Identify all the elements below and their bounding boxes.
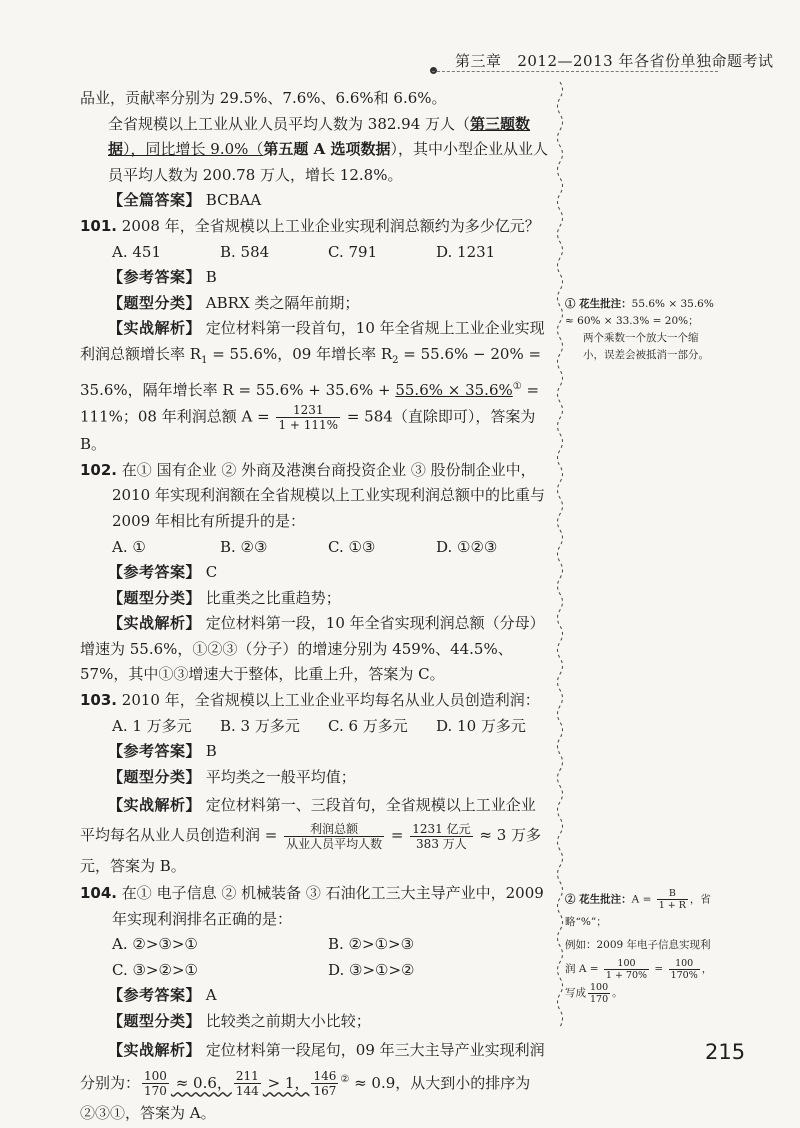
page-number: 215 (705, 1040, 745, 1064)
options-104b (80, 958, 550, 984)
analysis-label: 【实战解析】 (80, 796, 201, 814)
option: C. ③>②>① (112, 958, 328, 984)
type-line (80, 765, 550, 791)
option: B. 584 (220, 240, 328, 266)
numerator: 100 (588, 982, 610, 994)
option: B. ②>①>③ (328, 932, 544, 958)
analysis-101: 【实战解析】 定位材料第一段首句，10 年全省规上工业企业实现利润总额增长率 $R_1 = 55.6\%$，09 年增长率 $R_2 = 55.6\% - 20\% = 35.6\%$，隔年增长率 R = 55.6% + 35.6% + 55.6% × 35.6%① = 111%；08 年利润总额 A = $\frac{1231}{1 + 111\%}$ = 584（直除即可），答案为 B。 (80, 316, 550, 457)
text-run: = 55.6% − 20% = 35.6%，隔年增长率 R = 55.6% + 35.6% + (80, 345, 541, 399)
intro-paragraph (80, 112, 550, 189)
option: A. ②>③>① (112, 932, 328, 958)
text-run: 定位材料第一段尾句，09 年三大主导产业实现利润分别为： (80, 1041, 545, 1092)
question-number: 103. (80, 691, 117, 709)
numerator: B (657, 888, 688, 900)
options-101 (80, 240, 550, 266)
numerator: 146 (311, 1069, 338, 1084)
answer-value: C (206, 563, 217, 581)
fraction (657, 888, 688, 911)
text-run: ），同比增长 9.0%（ (123, 140, 263, 158)
numerator: 1231 亿元 (410, 822, 472, 837)
denominator: 1 + 70% (604, 970, 649, 981)
note-marker: ② (340, 1074, 349, 1085)
option: A. 1 万多元 (112, 714, 220, 740)
text-run: ≈ 0.6， (171, 1074, 232, 1092)
main-column (80, 86, 550, 1128)
options-102 (80, 535, 550, 561)
chapter-title: 2012—2013 年各省份单独命题考试 (517, 52, 773, 70)
answers-line (80, 188, 550, 214)
intro-line: 品业，贡献率分别为 29.5%、7.6%、6.6%和 6.6%。 (80, 86, 550, 112)
fraction (588, 982, 610, 1005)
ref-answer (80, 983, 550, 1009)
chapter-label: 第三章 (455, 52, 502, 70)
numerator: 100 (142, 1069, 169, 1084)
option: B. ②③ (220, 535, 328, 561)
denominator: 1 + R (657, 900, 688, 911)
note-label: ② 花生批注： (565, 894, 632, 906)
margin-note-1 (565, 296, 715, 364)
numerator: 100 (604, 958, 649, 970)
options-103 (80, 714, 550, 740)
answers-value: BCBAA (206, 191, 261, 209)
answer-value: B (206, 268, 217, 286)
note-text: 。 (612, 987, 623, 999)
type-label: 【题型分类】 (108, 589, 201, 607)
question-104 (80, 881, 550, 932)
option: C. 791 (328, 240, 436, 266)
analysis-label: 【实战解析】 (80, 614, 201, 632)
text-run: 全省规模以上工业从业人员平均人数为 382.94 万人（ (108, 115, 470, 133)
type-value: 比重类之比重趋势； (206, 589, 341, 607)
denominator: 383 万人 (410, 837, 472, 851)
question-number: 104. (80, 884, 117, 902)
type-value: ABRX 类之隔年前期； (206, 294, 360, 312)
text-run: ≈ 0.9，从大到小的排序为②③①，答案为 A。 (80, 1074, 530, 1123)
type-label: 【题型分类】 (108, 294, 201, 312)
denominator: 170 (588, 994, 610, 1005)
ref-label: 【参考答案】 (108, 563, 201, 581)
option: A. 451 (112, 240, 220, 266)
analysis-label: 【实战解析】 (80, 1041, 201, 1059)
fraction (276, 403, 340, 432)
note-text: 两个乘数一个放大一个缩小，误差会被抵消一部分。 (583, 332, 709, 361)
text-run: = 55.6%，09 年增长率 R (207, 345, 392, 363)
header-rule (432, 71, 718, 72)
denominator: 167 (311, 1084, 338, 1098)
fraction (669, 958, 700, 981)
option: C. 6 万多元 (328, 714, 436, 740)
question-103 (80, 688, 550, 714)
option: D. 1231 (436, 240, 544, 266)
question-number: 101. (80, 217, 117, 235)
question-stem: 在① 电子信息 ② 机械装备 ③ 石油化工三大主导产业中，2009 年实现利润排名正确的是： (112, 884, 544, 928)
option: C. ①③ (328, 535, 436, 561)
ref-label: 【参考答案】 (108, 742, 201, 760)
note-text: = (651, 963, 666, 975)
type-label: 【题型分类】 (108, 1012, 201, 1030)
highlight-text: 第五题 A 选项数据 (263, 140, 390, 158)
text-run: > 1， (263, 1074, 310, 1092)
analysis-104 (80, 1035, 550, 1128)
ref-answer (80, 265, 550, 291)
note-text: 例如：2009 年电子信息实现利润 A = (565, 939, 711, 975)
question-stem: 2010 年，全省规模以上工业企业平均每名从业人员创造利润： (122, 691, 540, 709)
answer-value: B (206, 742, 217, 760)
type-line (80, 1009, 550, 1035)
analysis-text: 定位材料第一段，10 年全省实现利润总额（分母）增速为 55.6%，①②③（分子）的增速分别为 459%、44.5%、57%，其中①③增速大于整体，比重上升，答案为 C。 (80, 614, 545, 683)
note-text: ，省略“%”； (565, 894, 711, 929)
question-number: 102. (80, 461, 117, 479)
note-label: ① 花生批注： (565, 298, 632, 310)
denominator: 144 (234, 1084, 261, 1098)
options-104 (80, 932, 550, 958)
question-stem: 在① 国有企业 ② 外商及港澳台商投资企业 ③ 股份制企业中，2010 年实现利润额在全省规模以上工业实现利润总额中的比重与 2009 年相比有所提升的是： (112, 461, 545, 530)
type-label: 【题型分类】 (108, 768, 201, 786)
text-run: = 111%；08 年利润总额 A = (80, 381, 539, 426)
denominator: 170% (669, 970, 700, 981)
answers-label: 【全篇答案】 (108, 191, 201, 209)
fraction (604, 958, 649, 981)
annotated-text: 55.6% × 35.6% (395, 381, 512, 399)
type-line (80, 586, 550, 612)
text-run: ≈ 3 万多元，答案为 B。 (80, 826, 541, 875)
question-stem: 2008 年，全省规模以上工业企业实现利润总额约为多少亿元？ (122, 217, 540, 235)
numerator: 211 (234, 1069, 261, 1084)
margin-note-2 (565, 888, 715, 1005)
denominator: 1 + 111% (276, 418, 340, 432)
ref-answer (80, 560, 550, 586)
ref-label: 【参考答案】 (108, 986, 201, 1004)
margin-divider (553, 82, 567, 1027)
answer-value: A (206, 986, 217, 1004)
note-text: 55.6% × 35.6% ≈ 60% × 33.3% = 20%； (565, 298, 714, 327)
type-value: 平均类之一般平均值； (206, 768, 356, 786)
analysis-103: 【实战解析】 定位材料第一、三段首句，全省规模以上工业企业平均每名从业人员创造利润 = $\frac{\text{利润总额}}{\text{从业人员平均人数}}$ = $\frac{\text{1231 亿元}}{\text{383 万人}}$ ≈ 3 万多元，答案为 B。 (80, 790, 550, 881)
text-run: 定位材料第一段首句，10 年全省规上工业企业实现利润总额增长率 R (80, 319, 545, 363)
denominator: 170 (142, 1084, 169, 1098)
highlight-text: 第三题数据 (108, 115, 530, 159)
fraction (410, 822, 472, 851)
ref-label: 【参考答案】 (108, 268, 201, 286)
running-header (455, 50, 773, 71)
note-marker: ① (513, 381, 522, 392)
note-text: A = (632, 894, 655, 906)
ref-answer (80, 739, 550, 765)
denominator: 从业人员平均人数 (284, 837, 384, 851)
numerator: 1231 (276, 403, 340, 418)
option: D. 10 万多元 (436, 714, 544, 740)
text-run: ），其中小型企业从业人员平均人数为 200.78 万人，增长 12.8%。 (108, 140, 548, 184)
option: D. ③>①>② (328, 958, 544, 984)
option: B. 3 万多元 (220, 714, 328, 740)
question-102 (80, 458, 550, 535)
option: A. ① (112, 535, 220, 561)
analysis-102 (80, 611, 550, 688)
fraction (284, 822, 384, 851)
question-101 (80, 214, 550, 240)
type-line (80, 291, 550, 317)
option: D. ①②③ (436, 535, 544, 561)
numerator: 100 (669, 958, 700, 970)
analysis-label: 【实战解析】 (80, 319, 201, 337)
note-text: ，写成 (565, 963, 712, 999)
text-run: = 584（直除即可），答案为 B。 (80, 408, 535, 454)
numerator: 利润总额 (284, 822, 384, 837)
text-run: 定位材料第一、三段首句，全省规模以上工业企业平均每名从业人员创造利润 = (80, 796, 536, 844)
type-value: 比较类之前期大小比较； (206, 1012, 371, 1030)
